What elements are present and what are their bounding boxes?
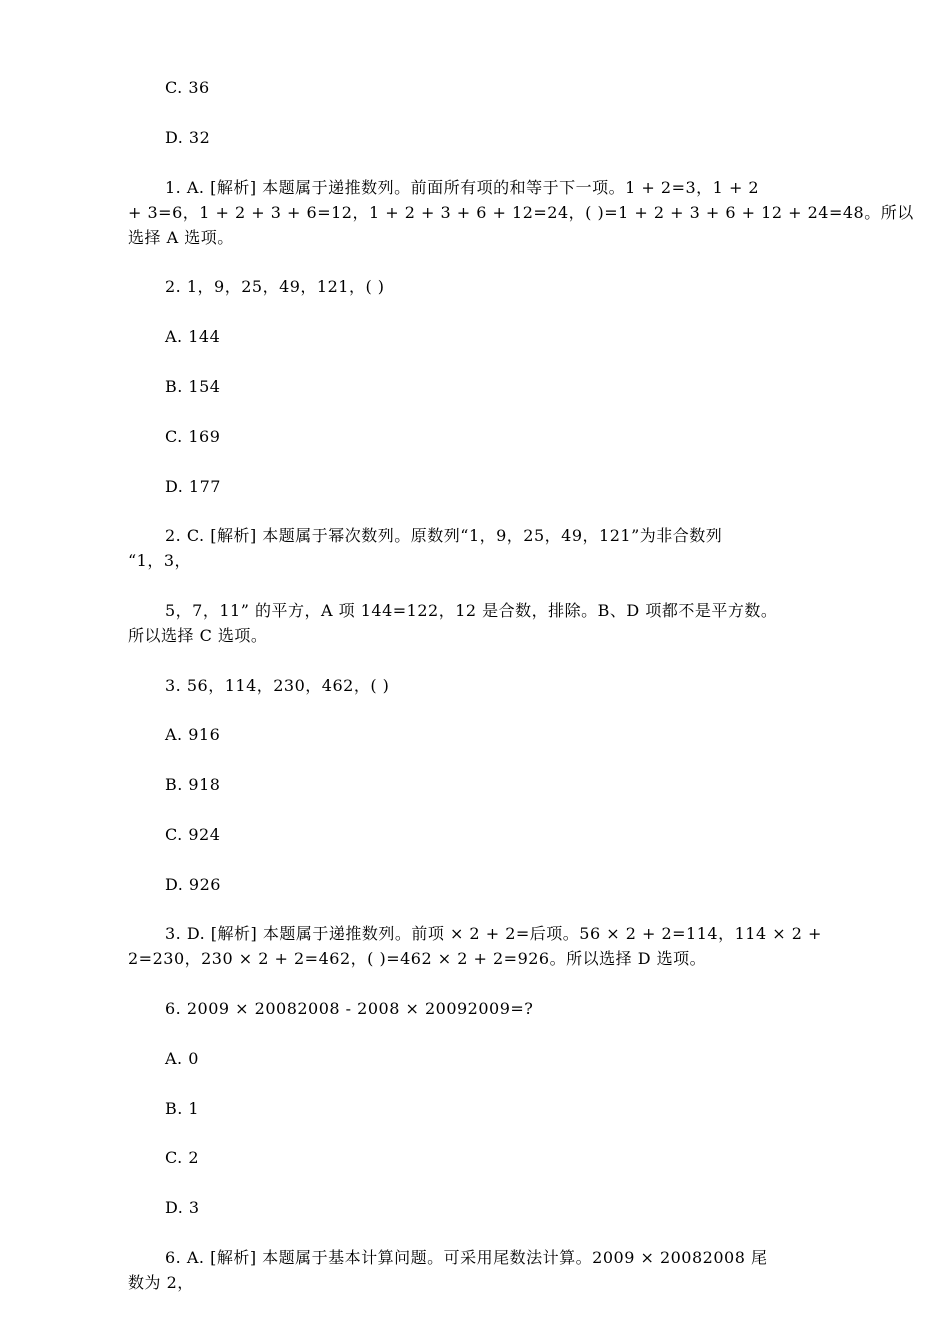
answer-2-line-3: 5，7，11” 的平方，A 项 144=122，12 是合数，排除。B、D 项都不是平方数。 xyxy=(165,601,778,620)
question-3: 3. 56，114，230，462，( ) xyxy=(165,676,390,695)
answer-6-line-2: 数为 2， xyxy=(128,1273,194,1292)
answer-1-line-1: 1. A. [解析] 本题属于递推数列。前面所有项的和等于下一项。1 + 2=3，1 + 2 xyxy=(165,178,760,197)
answer-1-line-3: 选择 A 选项。 xyxy=(128,228,234,247)
question-6-option-c: C. 2 xyxy=(165,1148,200,1167)
question-3-option-d: D. 926 xyxy=(165,875,221,894)
answer-1-line-2: + 3=6，1 + 2 + 3 + 6=12，1 + 2 + 3 + 6 + 12=24，( )=1 + 2 + 3 + 6 + 12 + 24=48。所以 xyxy=(128,203,914,222)
question-6-option-a: A. 0 xyxy=(165,1049,199,1068)
answer-3-line-1: 3. D. [解析] 本题属于递推数列。前项 × 2 + 2=后项。56 × 2 + 2=114，114 × 2 + xyxy=(165,924,822,943)
question-2-option-a: A. 144 xyxy=(165,327,221,346)
question-2-option-d: D. 177 xyxy=(165,477,221,496)
answer-3-line-2: 2=230，230 × 2 + 2=462，( )=462 × 2 + 2=926。所以选择 D 选项。 xyxy=(128,949,707,968)
option-c-36: C. 36 xyxy=(165,78,210,97)
question-3-option-c: C. 924 xyxy=(165,825,221,844)
question-2-option-b: B. 154 xyxy=(165,377,221,396)
answer-2-line-2: “1，3， xyxy=(128,551,192,570)
question-6: 6. 2009 × 20082008 - 2008 × 20092009=? xyxy=(165,999,534,1018)
answer-2-line-4: 所以选择 C 选项。 xyxy=(128,626,268,645)
question-6-option-d: D. 3 xyxy=(165,1198,200,1217)
question-3-option-b: B. 918 xyxy=(165,775,221,794)
option-d-32: D. 32 xyxy=(165,128,211,147)
answer-6-line-1: 6. A. [解析] 本题属于基本计算问题。可采用尾数法计算。2009 × 20082008 尾 xyxy=(165,1248,768,1267)
question-2: 2. 1，9，25，49，121，( ) xyxy=(165,277,385,296)
question-6-option-b: B. 1 xyxy=(165,1099,200,1118)
question-3-option-a: A. 916 xyxy=(165,725,221,744)
question-2-option-c: C. 169 xyxy=(165,427,221,446)
answer-2-line-1: 2. C. [解析] 本题属于幂次数列。原数列“1，9，25，49，121”为非合数列 xyxy=(165,526,723,545)
